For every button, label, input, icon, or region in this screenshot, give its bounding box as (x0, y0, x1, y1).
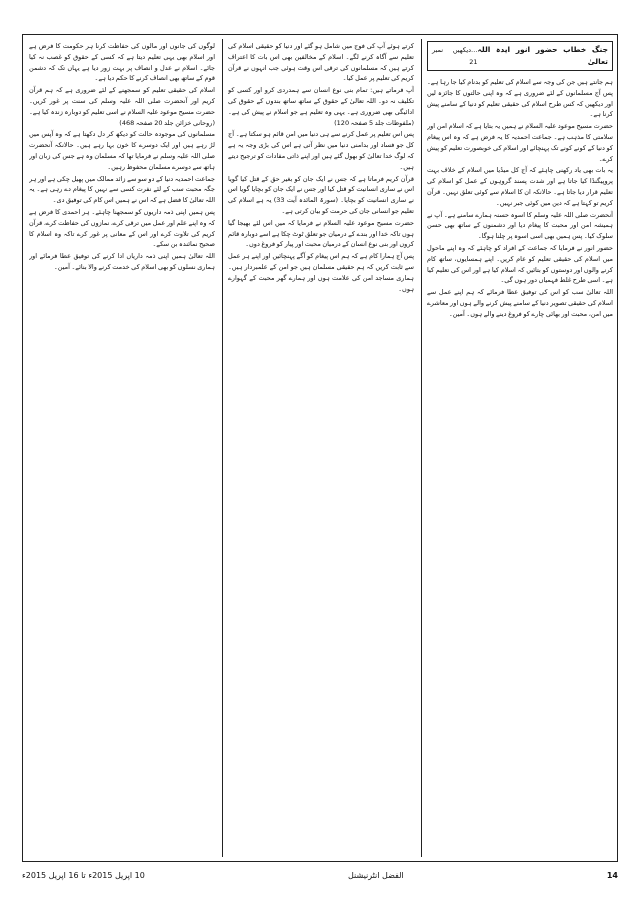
newspaper-page (22, 34, 618, 862)
page-number: 14 (606, 870, 618, 880)
issue-dates: 10 اپریل 2015ء تا 16 اپریل 2015ء (22, 870, 145, 880)
paragraph: جماعت احمدیہ دنیا کے دو سو سے زائد ممالک میں پھیل چکی ہے اور ہر جگہ محبت سب کے لئے نفرت کسی سے نہیں کا پیغام دے رہی ہے۔ یہ اللہ تعالیٰ کا فضل ہے کہ اس نے ہمیں اس کام کی توفیق دی۔ (29, 174, 215, 205)
paragraph: اسلام کی حقیقی تعلیم کو سمجھنے کے لئے ضروری ہے کہ ہم قرآن کریم اور آنحضرت صلی اللہ علیہ وسلم کی سنت پر غور کریں۔ حضرت مسیح موعود علیہ السلام نے اسی تعلیم کو دوبارہ زندہ کیا ہے۔ (روحانی خزائن جلد 20 صفحہ 468) (29, 86, 215, 127)
continuation-reference: …دیکھیں نمبر 21 (432, 46, 478, 66)
paragraph: ہم جانتے ہیں جن کی وجہ سے اسلام کی تعلیم کو بدنام کیا جا رہا ہے۔ پس آج مسلمانوں کے لئے ضروری ہے کہ وہ اپنی حالتوں کا جائزہ لیں اور دیکھیں کہ کس طرح اسلام کی حقیقی تعلیم کو دنیا کے سامنے پیش کرنا ہے۔ (427, 78, 613, 119)
article-header (427, 41, 613, 71)
paragraph: آنحضرت صلی اللہ علیہ وسلم کا اسوہ حسنہ ہمارے سامنے ہے۔ آپ نے ہمیشہ امن اور محبت کا پیغام دیا اور دشمنوں کے ساتھ بھی حسن سلوک کیا۔ پس ہمیں بھی اسی اسوہ پر چلنا ہوگا۔ (427, 210, 613, 241)
column-left (29, 41, 215, 855)
paragraph: قرآن کریم فرماتا ہے کہ جس نے ایک جان کو بغیر حق کے قتل کیا گویا اس نے ساری انسانیت کو قتل کیا اور جس نے ایک جان کو بچایا گویا اس نے ساری انسانیت کو بچایا۔ (سورۃ المائدہ آیت 33) یہ ہے اسلام کی تعلیم جو انسانی جان کی حرمت کو بیان کرتی ہے۔ (228, 174, 414, 215)
paragraph: حضرت مسیح موعود علیہ السلام نے فرمایا کہ میں اس لئے بھیجا گیا ہوں تاکہ خدا اور بندے کے درمیان جو تعلق ٹوٹ چکا ہے اسے دوبارہ قائم کروں اور بنی نوع انسان کے درمیان محبت اور پیار کو فروغ دوں۔ (228, 218, 414, 249)
paragraph: یہ بات بھی یاد رکھنی چاہئے کہ آج کل میڈیا میں اسلام کے خلاف بہت پروپیگنڈا کیا جاتا ہے اور شدت پسند گروہوں کے عمل کو اسلام کی تعلیم قرار دیا جاتا ہے۔ حالانکہ ان کا اسلام سے کوئی تعلق نہیں۔ قرآن کریم تو کہتا ہے کہ دین میں کوئی جبر نہیں۔ (427, 166, 613, 207)
paragraph: حضرت مسیح موعود علیہ السلام نے ہمیں یہ بتایا ہے کہ اسلام امن اور سلامتی کا مذہب ہے۔ جماعت احمدیہ کا یہ فرض ہے کہ وہ اس پیغام کو دنیا کے کونے کونے تک پہنچائے اور اسلام کی خوبصورت تعلیم کو پیش کرے۔ (427, 122, 613, 163)
paragraph: مسلمانوں کی موجودہ حالت کو دیکھ کر دل دکھتا ہے کہ وہ آپس میں لڑ رہے ہیں اور ایک دوسرے کا خون بہا رہے ہیں۔ حالانکہ آنحضرت صلی اللہ علیہ وسلم نے فرمایا تھا کہ مسلمان وہ ہے جس کی زبان اور ہاتھ سے دوسرے مسلمان محفوظ رہیں۔ (29, 130, 215, 171)
paragraph: اللہ تعالیٰ ہمیں اپنی ذمہ داریاں ادا کرنے کی توفیق عطا فرمائے اور ہماری نسلوں کو بھی اسلام کی خدمت کرنے والا بنائے۔ آمین۔ (29, 252, 215, 271)
article-title: جنگ خطاب حضور انور ایدہ اللہ تعالیٰ (477, 45, 608, 66)
column-right (427, 41, 613, 855)
paragraph: اللہ تعالیٰ سب کو اس کی توفیق عطا فرمائے کہ ہم اپنے عمل سے اسلام کی حقیقی تصویر دنیا کے سامنے پیش کرنے والے ہوں اور معاشرے میں امن، محبت اور بھائی چارے کو فروغ دینے والے ہوں۔ آمین۔ (427, 288, 613, 318)
column-divider (421, 39, 422, 857)
paragraph: پس ہمیں اپنی ذمہ داریوں کو سمجھنا چاہئے۔ ہر احمدی کا فرض ہے کہ وہ اپنے علم اور عمل میں ترقی کرے، نمازوں کی حفاظت کرے، قرآن کریم کی تلاوت کرے اور اس کے معانی پر غور کرے تاکہ وہ اسلام کا صحیح نمائندہ بن سکے۔ (29, 207, 215, 249)
paragraph: لوگوں کی جانوں اور مالوں کی حفاظت کرنا ہر حکومت کا فرض ہے اور اسلام بھی یہی تعلیم دیتا ہے کہ کسی کے حقوق کو غصب نہ کیا جائے۔ اسلام نے عدل و انصاف پر بہت زور دیا ہے یہاں تک کہ دشمن قوم کے ساتھ بھی انصاف کرنے کا حکم دیا ہے۔ (29, 42, 215, 83)
paragraph: پس اس تعلیم پر عمل کرنے سے ہی دنیا میں امن قائم ہو سکتا ہے۔ آج کل جو فساد اور بدامنی دنیا میں نظر آتی ہے اس کی بڑی وجہ یہ ہے کہ لوگ خدا تعالیٰ کو بھول گئے ہیں اور اپنے ذاتی مفادات کو ترجیح دیتے ہیں۔ (228, 130, 414, 171)
paragraph: آپ فرماتے ہیں: تمام بنی نوع انسان سے ہمدردی کرو اور کسی کو تکلیف نہ دو۔ اللہ تعالیٰ کے حقوق کے ساتھ ساتھ بندوں کے حقوق کی ادائیگی بھی ضروری ہے۔ یہی وہ تعلیم ہے جو اسلام نے پیش کی ہے۔ (ملفوظات جلد 5 صفحہ 120) (228, 86, 414, 127)
column-middle (228, 41, 414, 855)
publication-name: الفضل انٹرنیشنل (347, 870, 404, 880)
paragraph: پس آج ہمارا کام ہے کہ ہم اس پیغام کو آگے پہنچائیں اور اپنے ہر عمل سے ثابت کریں کہ ہم حقیقی مسلمان ہیں جو امن کے علمبردار ہیں۔ ہماری مساجد امن کی علامت ہوں اور ہمارے گھر محبت کے گہوارے ہوں۔ (228, 252, 414, 293)
page-footer (22, 866, 618, 884)
column-divider (222, 39, 223, 857)
paragraph: کرتے ہوئے آپ کی فوج میں شامل ہو گئے اور دنیا کو حقیقی اسلام کی تعلیم سے آگاہ کرنے لگے۔ اسلام کے مخالفین بھی اس بات کا اعتراف کرتے ہیں کہ مسلمانوں کی ترقی اس وقت ہوئی جب انہوں نے قرآن کریم کی تعلیم پر عمل کیا۔ (228, 42, 414, 83)
paragraph: حضور انور نے فرمایا کہ جماعت کے افراد کو چاہئے کہ وہ اپنے ماحول میں اسلام کی حقیقی تعلیم کو عام کریں۔ اپنے ہمسایوں، ساتھ کام کرنے والوں اور دوستوں کو بتائیں کہ اسلام کیا ہے اور اس کی تعلیم کیا ہے۔ اسی طرح غلط فہمیاں دور ہوں گی۔ (427, 243, 613, 285)
